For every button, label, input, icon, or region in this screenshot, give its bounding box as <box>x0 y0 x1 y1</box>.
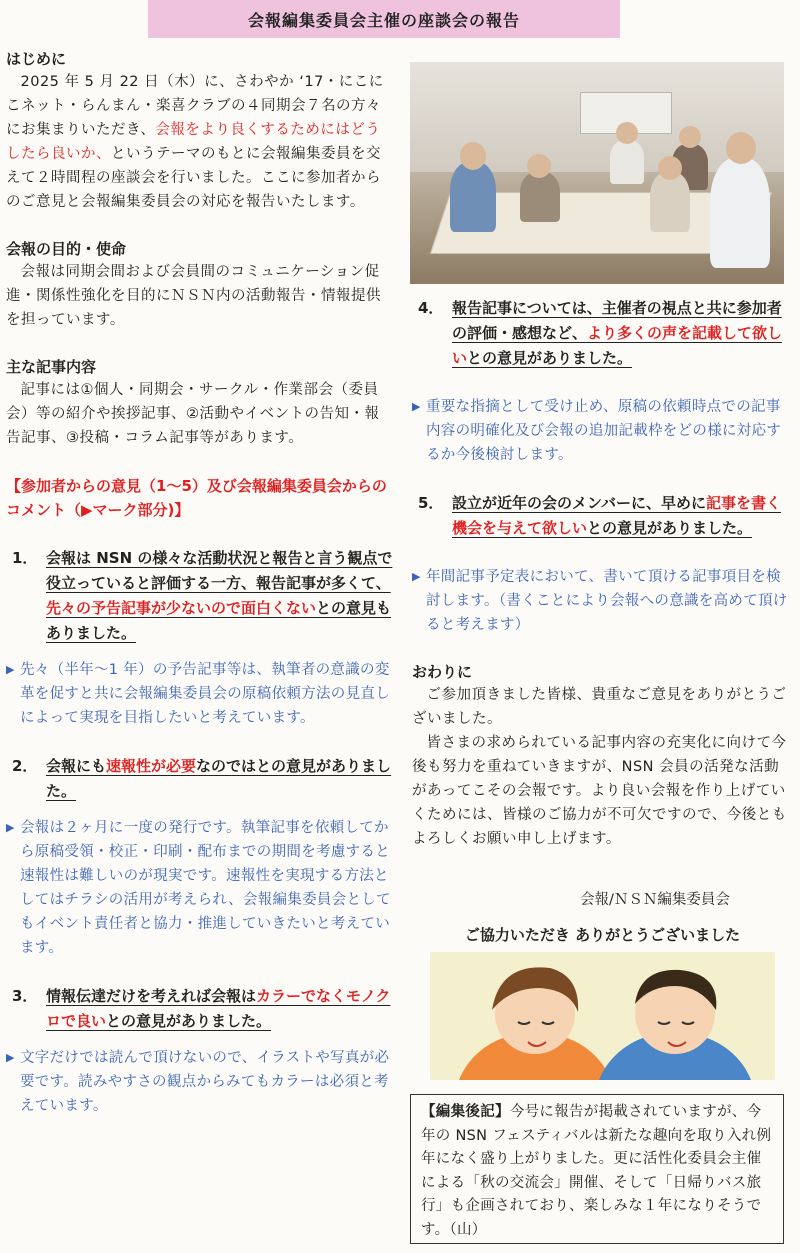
intro-heading: はじめに <box>6 50 67 68</box>
intro-text: 2025 年 5 月 22 日（木）に、さわやか ‘17・にこにこネット・らんまん・楽喜クラブの４同期会７名の方々にお集まりいただき、会報をより良くするためにはどうしたら良いか、というテーマのもとに会報編集委員を交えて２時間程の座談会を行いました。ここに参加者からのご意見と会報編集委員会の対応を報告いたします。 <box>6 74 384 210</box>
opinion-2: 2． 会報にも速報性が必要なのではとの意見がありました。 <box>12 757 392 800</box>
triangle-marker-icon: ▶ <box>6 1051 15 1064</box>
editor-note-box <box>410 1094 784 1244</box>
bowing-people-icon <box>430 952 775 1080</box>
triangle-marker-icon: ▶ <box>6 663 15 676</box>
signature: 会報/ＮＳＮ編集委員会 <box>580 892 730 908</box>
closing-heading: おわりに <box>412 663 473 681</box>
contents-text: 記事には①個人・同期会・サークル・作業部会（委員会）等の紹介や挨拶記事、②活動やイベントの告知・報告記事、③投稿・コラム記事等があります。 <box>6 382 380 446</box>
answer-3: ▶ 文字だけでは読んで頂けないので、イラストや写真が必要です。読みやすさの観点からみてもカラーは必須と考えています。 <box>6 1046 394 1118</box>
opinions-heading: 【参加者からの意見（1～5）及び会報編集委員会からのコメント（▶マーク部分)】 <box>6 477 387 519</box>
opinion-4: 4． 報告記事については、主催者の視点と共に参加者の評価・感想など、より多くの声を記載して欲しいとの意見がありました。 <box>418 299 783 367</box>
triangle-marker-icon: ▶ <box>6 821 15 834</box>
purpose-text: 会報は同期会間および会員間のコミュニケーション促進・関係性強化を目的にＮＳＮ内の活動報告・情報提供を担っています。 <box>6 264 381 328</box>
triangle-marker-icon: ▶ <box>412 400 421 413</box>
contents-heading: 主な記事内容 <box>6 358 97 376</box>
page-title: 会報編集委員会主催の座談会の報告 <box>148 0 620 38</box>
opinion-3: 3． 情報伝達だけを考えれば会報はカラーでなくモノクロで良いとの意見がありました。 <box>12 987 391 1030</box>
triangle-marker-icon: ▶ <box>412 570 421 583</box>
editor-note-text: 今号に報告が掲載されていますが、今年の NSN フェスティバルは新たな趣向を取り入れ例年になく盛り上がりました。更に活性化委員会主催による「秋の交流会」開催、そして「日帰りバス旅行」も企画されており、楽しみな１年になりそうです。（山） <box>421 1104 772 1238</box>
right-column <box>412 296 792 851</box>
thanks-heading: ご協力いただき ありがとうございました <box>464 926 741 944</box>
answer-1: ▶ 先々（半年～1 年）の予告記事等は、執筆者の意識の変革を促すと共に会報編集委員会の原稿依頼方法の見直しによって実現を目指したいと考えています。 <box>6 658 394 730</box>
left-column <box>6 48 394 1118</box>
closing-text-2: 皆さまの求められている記事内容の充実化に向けて今後も努力を重ねていきますが、NSN 会員の活発な活動があってこその会報です。より良い会報を作り上げていくためには、皆様のご協力が不可欠ですので、今後ともよろしくお願い申し上げます。 <box>412 735 787 847</box>
purpose-heading: 会報の目的・使命 <box>6 240 127 258</box>
editor-note-label: 【編集後記】 <box>421 1104 510 1120</box>
meeting-photo <box>410 62 784 284</box>
answer-5: ▶ 年間記事予定表において、書いて頂ける記事項目を検討します。（書くことにより会報への意識を高めて頂けると考えます） <box>412 565 792 637</box>
bowing-people-illustration <box>430 952 775 1080</box>
opinion-5: 5． 設立が近年の会のメンバーに、早めに記事を書く機会を与えて欲しいとの意見がありました。 <box>418 494 781 537</box>
answer-2: ▶ 会報は２ヶ月に一度の発行です。執筆記事を依頼してから原稿受領・校正・印刷・配布までの期間を考慮すると速報性は難しいのが現実です。速報性を実現する方法としてはチラシの活用が考えられ、会報編集委員会としてもイベント責任者と協力・推進していきたいと考えています。 <box>6 816 394 960</box>
opinion-1: 1． 会報は NSN の様々な活動状況と報告と言う観点で役立っていると評価する一方、報告記事が多くて、先々の予告記事が少ないので面白くないとの意見もありました。 <box>12 549 393 642</box>
answer-4: ▶ 重要な指摘として受け止め、原稿の依頼時点での記事内容の明確化及び会報の追加記載枠をどの様に対応するか今後検討します。 <box>412 395 792 467</box>
closing-text-1: ご参加頂きました皆様、貴重なご意見をありがとうございました。 <box>412 687 787 727</box>
